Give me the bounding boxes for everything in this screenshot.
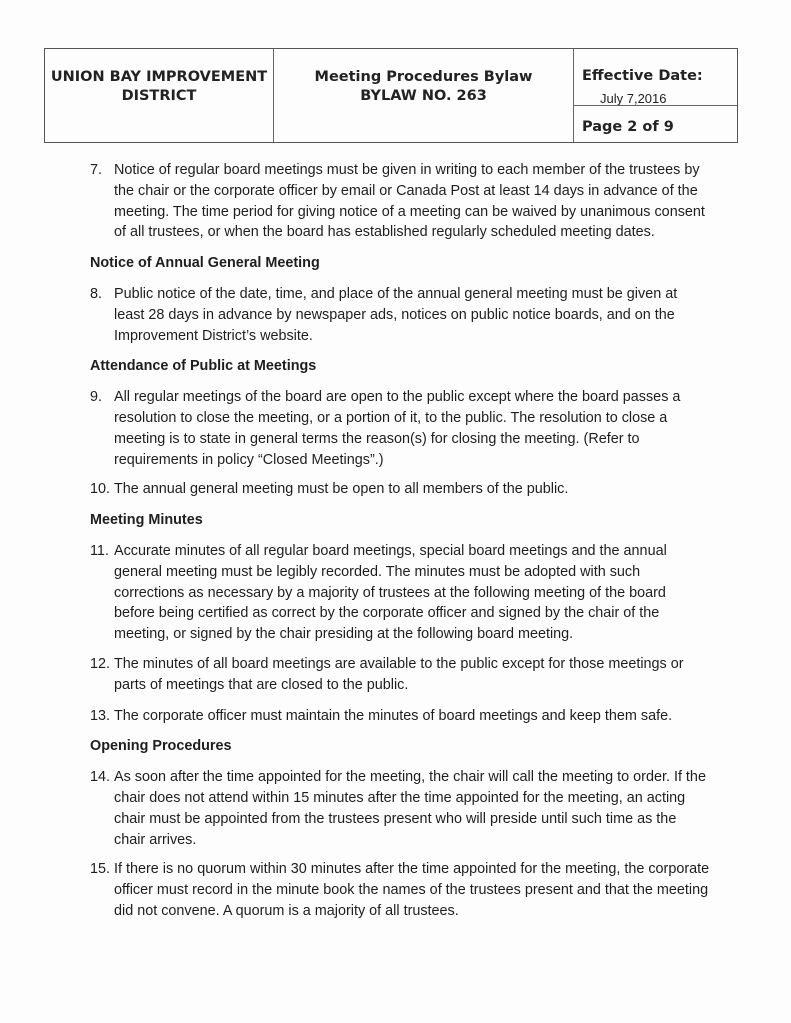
effective-date-label: Effective Date: — [582, 68, 703, 84]
clause-11 — [90, 541, 710, 645]
document-title-cell — [274, 49, 574, 142]
document-title: Meeting Procedures Bylaw — [314, 69, 533, 85]
clause-number: 9. — [90, 389, 103, 406]
effective-date-value: July 7,2016 — [600, 91, 667, 106]
organization-cell — [45, 49, 274, 142]
clause-number: 11. — [90, 542, 109, 559]
section-heading-opening: Opening Procedures — [90, 738, 232, 755]
clause-9 — [90, 387, 710, 470]
clause-10 — [90, 479, 710, 500]
clause-number: 10. — [90, 481, 111, 498]
clause-15 — [90, 859, 710, 921]
clause-8 — [90, 284, 710, 346]
section-heading-agm-notice: Notice of Annual General Meeting — [90, 255, 320, 272]
section-heading-minutes: Meeting Minutes — [90, 512, 203, 529]
page-number: Page 2 of 9 — [582, 119, 674, 135]
clause-number: 13. — [90, 707, 111, 724]
header-table — [44, 48, 738, 143]
cell-divider — [574, 105, 737, 106]
date-page-cell — [574, 49, 737, 142]
clause-text: Public notice of the date, time, and place of the annual general meeting must be given at least 28 days in advance by newspaper ads, notices on public notice boards, and on the Improvement District’s website. — [114, 285, 678, 344]
clause-14 — [90, 767, 710, 850]
clause-number: 12. — [90, 655, 111, 672]
clause-text: If there is no quorum within 30 minutes after the time appointed for the meeting, the corporate officer must record in the minute book the names of the trustees present and that the meeting did not convene. A quorum is a majority of all trustees. — [114, 861, 710, 919]
clause-12 — [90, 654, 710, 696]
clause-number: 14. — [90, 769, 111, 786]
bylaw-number: BYLAW NO. 263 — [360, 88, 487, 104]
clause-number: 8. — [90, 285, 103, 302]
clause-text: The corporate officer must maintain the minutes of board meetings and keep them safe. — [114, 707, 673, 724]
clause-text: Accurate minutes of all regular board meetings, special board meetings and the annual general meeting must be legibly recorded. The minutes must be adopted with such corrections as necessary by a majority of trustees at the following meeting of the board before being certified as correct by the corporate officer and signed by the chair of the meeting, or signed by the chair presiding at the following board meeting. — [114, 542, 667, 643]
clause-text: The minutes of all board meetings are available to the public except for those meetings or parts of meetings that are closed to the public. — [114, 655, 684, 693]
document-body — [90, 160, 710, 922]
organization-name-line2: DISTRICT — [121, 88, 197, 104]
section-heading-attendance: Attendance of Public at Meetings — [90, 358, 317, 375]
clause-number: 15. — [90, 861, 111, 878]
clause-number: 7. — [90, 162, 103, 178]
clause-13 — [90, 706, 710, 727]
clause-7 — [90, 160, 710, 243]
clause-text: As soon after the time appointed for the meeting, the chair will call the meeting to order. If the chair does not attend within 15 minutes after the time appointed for the meeting, an acting chair must be appointed from the trustees present who will preside until such time as the chair arrives. — [114, 769, 706, 848]
clause-text: All regular meetings of the board are open to the public except where the board passes a resolution to close the meeting, or a portion of it, to the public. The resolution to close a meeting is to state in general terms the reason(s) for closing the meeting. (Refer to requirements in policy “Closed Meetings”.) — [114, 389, 681, 468]
clause-text: Notice of regular board meetings must be given in writing to each member of the trustees by the chair or the corporate officer by email or Canada Post at least 14 days in advance of the meeting. The time period for giving notice of a meeting can be waived by unanimous consent of all trustees, or when the board has established regularly scheduled meeting dates. — [114, 162, 705, 241]
organization-name-line1: UNION BAY IMPROVEMENT — [50, 69, 268, 85]
clause-text: The annual general meeting must be open to all members of the public. — [114, 481, 569, 498]
